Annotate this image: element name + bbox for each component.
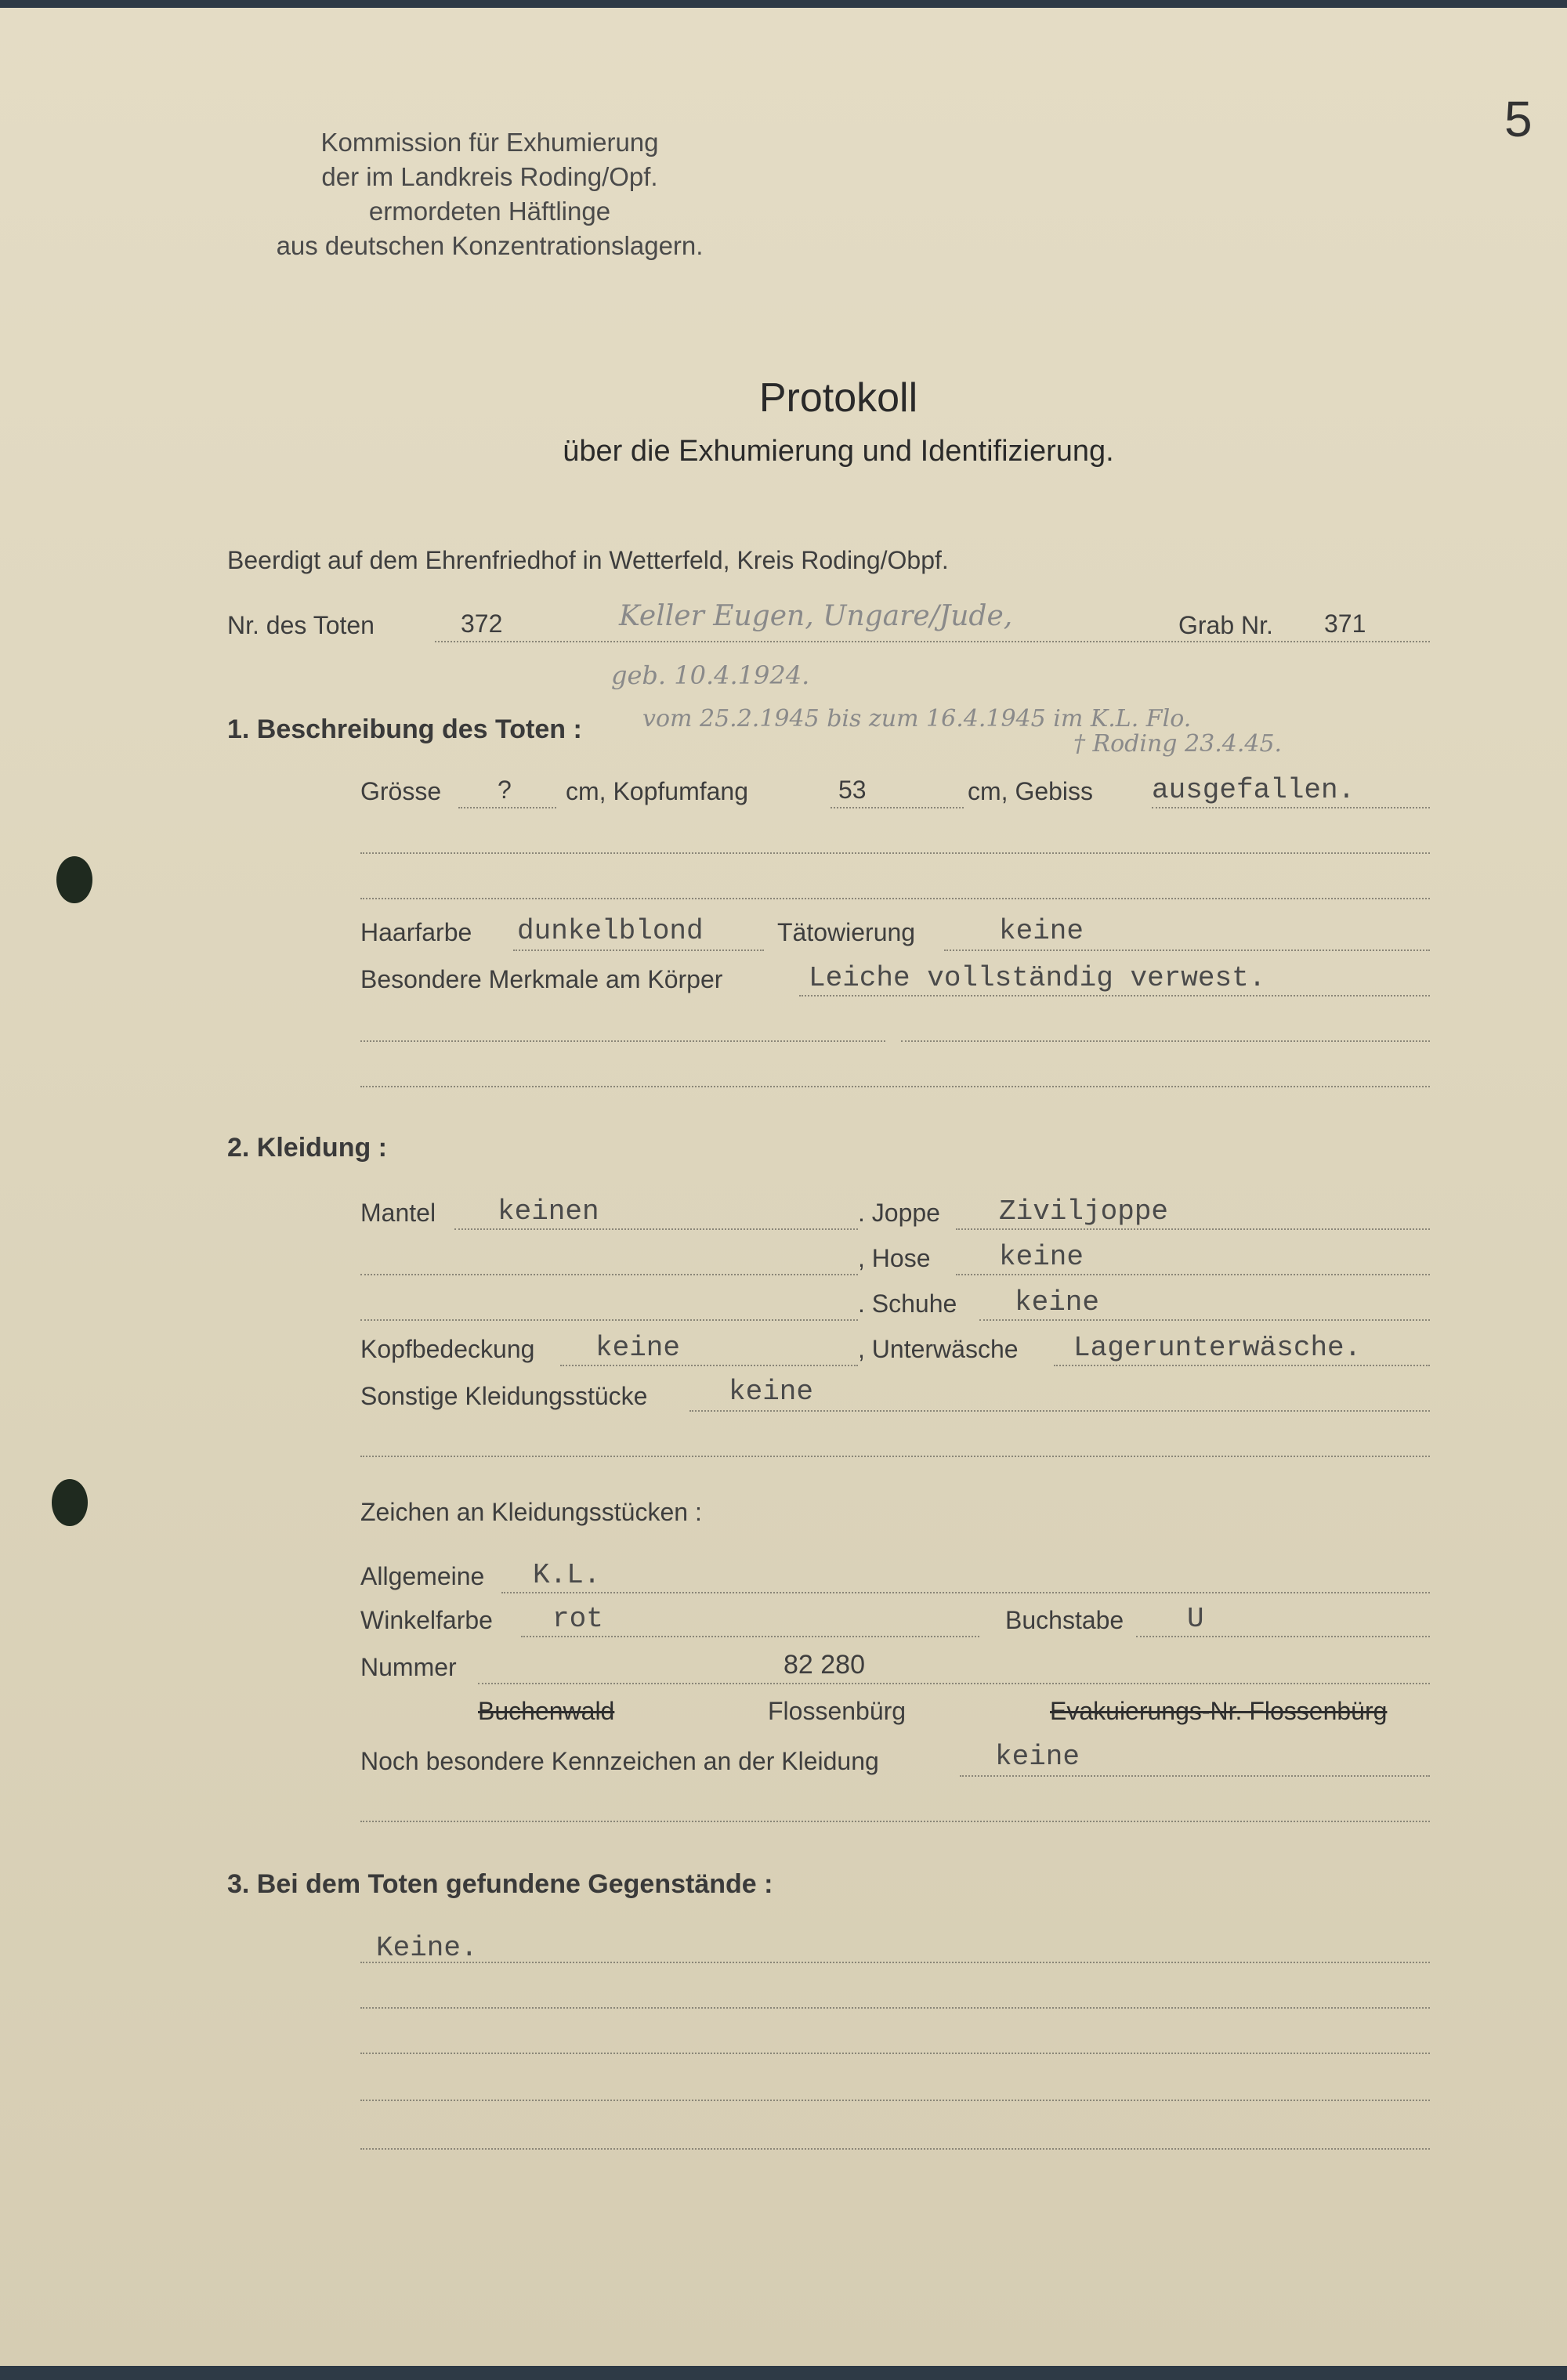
noch-value: keine: [995, 1741, 1080, 1773]
commission-line: der im Landkreis Roding/Opf.: [321, 162, 658, 191]
section1-heading: 1. Beschreibung des Toten :: [227, 714, 582, 744]
dotted-line: [360, 2100, 1430, 2101]
flossenbuerg-label: Flossenbürg: [768, 1697, 907, 1725]
document-title: Protokoll: [758, 375, 918, 421]
hose-label: , Hose: [858, 1244, 931, 1272]
dotted-line: [478, 1683, 1430, 1684]
haarfarbe-label: Haarfarbe: [360, 918, 472, 946]
buchenwald-struck: Buchenwald: [478, 1697, 615, 1725]
merkmale-label: Besondere Merkmale am Körper: [360, 965, 723, 993]
dotted-line: [360, 1040, 885, 1042]
cm-gebiss-label: cm, Gebiss: [968, 777, 1094, 805]
cm-kopfumfang-label: cm, Kopfumfang: [566, 777, 748, 805]
dotted-line: [360, 852, 1430, 854]
nr-label: Nr. des Toten: [227, 611, 375, 639]
dotted-line: [689, 1410, 1430, 1412]
gebiss-value: ausgefallen.: [1152, 774, 1355, 806]
dotted-line: [831, 807, 964, 808]
joppe-label: . Joppe: [858, 1199, 940, 1227]
unterwaesche-value: Lagerunterwäsche.: [1073, 1332, 1362, 1364]
winkelfarbe-label: Winkelfarbe: [360, 1606, 493, 1634]
dotted-line: [360, 2053, 1430, 2054]
dotted-line: [513, 949, 764, 951]
kopfbedeckung-value: keine: [595, 1332, 681, 1364]
grab-value: 371: [1324, 609, 1366, 638]
punch-hole-bottom: [52, 1479, 88, 1526]
buchstabe-value: U: [1187, 1603, 1204, 1635]
grab-label: Grab Nr.: [1174, 611, 1278, 640]
mantel-label: Mantel: [360, 1199, 436, 1227]
document-page: [0, 8, 1567, 2366]
dotted-line: [360, 1821, 1430, 1822]
dotted-line: [944, 949, 1430, 951]
noch-label: Noch besondere Kennzeichen an der Kleidung: [360, 1747, 879, 1775]
dotted-line: [360, 2007, 1430, 2009]
allgemeine-label: Allgemeine: [360, 1562, 485, 1590]
evakuierung-struck: Evakuierungs-Nr. Flossenbürg: [1050, 1697, 1388, 1725]
allgemeine-value: K.L.: [533, 1559, 601, 1591]
dotted-line: [521, 1636, 979, 1637]
dotted-line: [360, 1456, 1430, 1457]
dotted-line: [979, 1319, 1430, 1321]
schuhe-value: keine: [1015, 1286, 1100, 1318]
hose-value: keine: [999, 1241, 1084, 1273]
scan-edge-bottom: [0, 2366, 1567, 2380]
commission-line: aus deutschen Konzentrationslagern.: [276, 231, 704, 260]
birth-handwritten: geb. 10.4.1924.: [611, 660, 810, 690]
sonstige-label: Sonstige Kleidungsstücke: [360, 1382, 648, 1410]
commission-line: Kommission für Exhumierung: [320, 128, 659, 157]
dotted-line: [1054, 1365, 1430, 1366]
dotted-line: [560, 1365, 858, 1366]
punch-hole-top: [56, 856, 92, 903]
dotted-line: [435, 641, 1430, 642]
section3-heading: 3. Bei dem Toten gefundene Gegenstände :: [227, 1869, 773, 1899]
commission-line: ermordeten Häftlinge: [368, 197, 611, 226]
kopfumfang-value: 53: [838, 776, 867, 804]
taetowierung-value: keine: [999, 915, 1084, 947]
dotted-line: [1152, 807, 1430, 808]
section2-heading: 2. Kleidung :: [227, 1133, 387, 1163]
haarfarbe-value: dunkelblond: [517, 915, 704, 947]
zeichen-label: Zeichen an Kleidungsstücken :: [360, 1498, 702, 1526]
nummer-value: 82 280: [784, 1650, 865, 1680]
section3-value: Keine.: [376, 1932, 478, 1964]
dotted-line: [360, 1319, 858, 1321]
kopfbedeckung-label: Kopfbedeckung: [360, 1335, 535, 1363]
merkmale-value: Leiche vollständig verwest.: [809, 962, 1266, 994]
death-note-handwritten: † Roding 23.4.45.: [1073, 730, 1283, 758]
nummer-label: Nummer: [360, 1653, 457, 1681]
camp-note-handwritten: vom 25.2.1945 bis zum 16.4.1945 im K.L. Flo.: [642, 705, 1192, 732]
dotted-line: [901, 1040, 1430, 1042]
dotted-line: [360, 1086, 1430, 1087]
dotted-line: [458, 807, 556, 808]
dotted-line: [360, 1274, 858, 1275]
name-handwritten: Keller Eugen, Ungare/Jude,: [619, 600, 1013, 632]
dotted-line: [1136, 1636, 1430, 1637]
burial-line: Beerdigt auf dem Ehrenfriedhof in Wetterfeld, Kreis Roding/Obpf.: [227, 546, 949, 574]
document-subtitle: über die Exhumierung und Identifizierung.: [563, 435, 1114, 468]
mantel-value: keinen: [498, 1195, 599, 1228]
dotted-line: [960, 1775, 1430, 1777]
page-number: 5: [1504, 91, 1533, 147]
commission-header: [259, 125, 721, 263]
dotted-line: [360, 2148, 1430, 2150]
winkelfarbe-value: rot: [552, 1603, 603, 1635]
groesse-label: Grösse: [360, 777, 442, 805]
dotted-line: [956, 1274, 1430, 1275]
taetowierung-label: Tätowierung: [777, 918, 916, 946]
dotted-line: [799, 995, 1430, 996]
schuhe-label: . Schuhe: [858, 1289, 957, 1318]
nr-value: 372: [461, 609, 503, 638]
unterwaesche-label: , Unterwäsche: [858, 1335, 1019, 1363]
dotted-line: [360, 898, 1430, 899]
dotted-line: [454, 1228, 858, 1230]
dotted-line: [360, 1962, 1430, 1963]
sonstige-value: keine: [729, 1376, 814, 1408]
dotted-line: [501, 1592, 1430, 1593]
buchstabe-label: Buchstabe: [1005, 1606, 1124, 1634]
groesse-value: ?: [498, 776, 512, 804]
dotted-line: [956, 1228, 1430, 1230]
joppe-value: Ziviljoppe: [999, 1195, 1169, 1228]
